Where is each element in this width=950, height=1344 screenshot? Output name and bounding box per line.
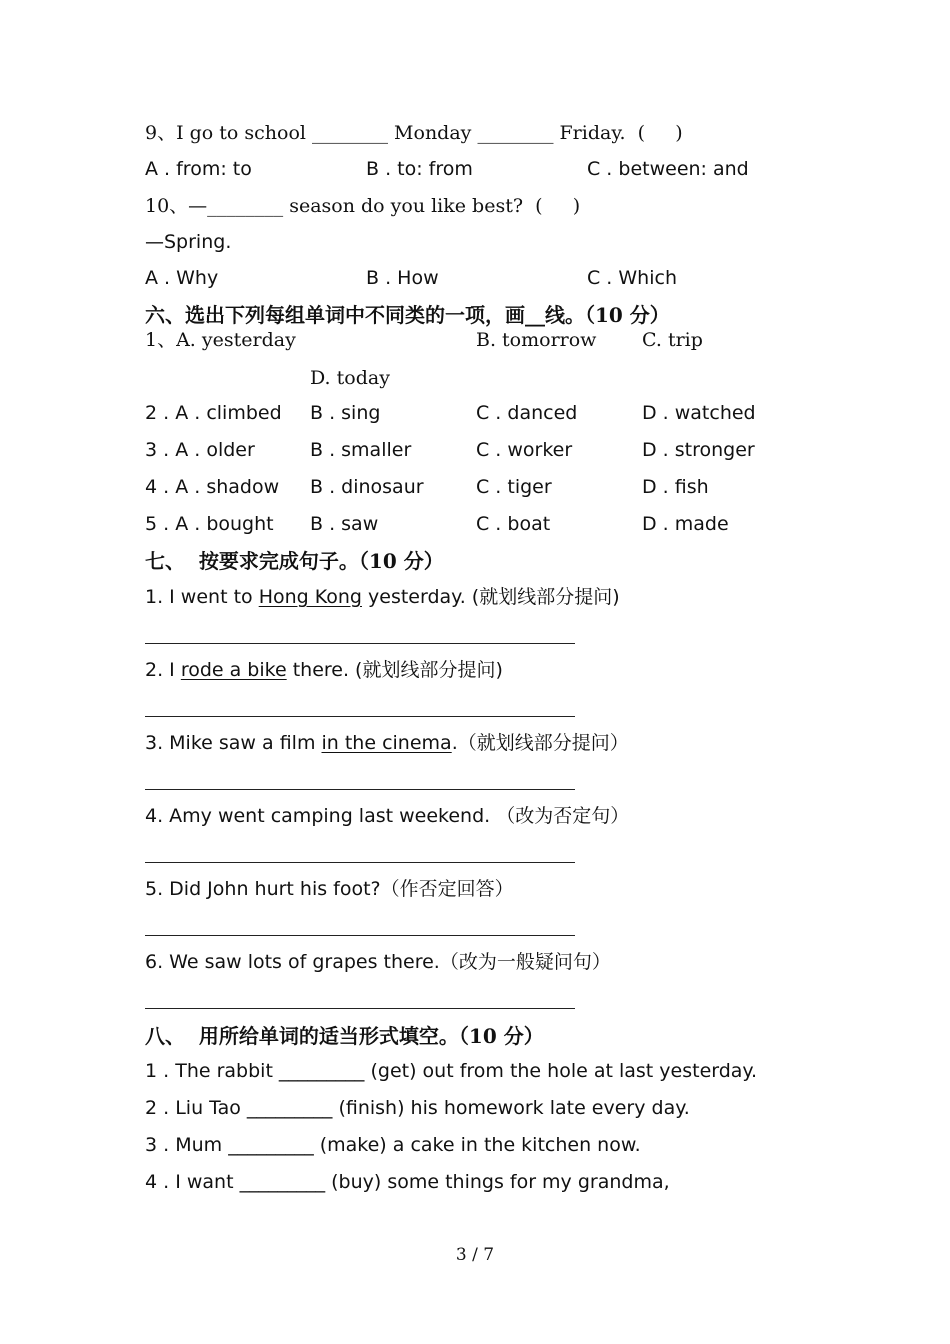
- section-7-item-1: [145, 588, 620, 607]
- answer-line[interactable]: [145, 862, 575, 863]
- section-6-option-d: D . fish: [642, 476, 709, 498]
- section-6-option-a: 4 . A . shadow: [145, 476, 280, 498]
- page-number: 3 / 7: [455, 1245, 495, 1265]
- question-10-answer-line: —Spring.: [145, 231, 232, 253]
- section-8-item-4: 4 . I want _________ (buy) some things for my grandma,: [145, 1171, 670, 1193]
- item-text: 1. I went to: [145, 586, 259, 608]
- section-6-option-a: 2 . A . climbed: [145, 402, 282, 424]
- item-text: .（就划线部分提问）: [451, 732, 629, 754]
- section-7-heading: 七、 按要求完成句子。（10 分）: [145, 549, 444, 573]
- answer-line[interactable]: [145, 643, 575, 644]
- section-6-row1-b: B. tomorrow: [476, 329, 597, 351]
- question-9-option-a: A . from: to: [145, 158, 252, 180]
- section-6-option-a: 3 . A . older: [145, 439, 255, 461]
- underlined-phrase: in the cinema: [321, 732, 452, 754]
- question-9-option-b: B . to: from: [366, 158, 473, 180]
- section-6-option-d: D . watched: [642, 402, 756, 424]
- section-6-option-c: C . worker: [476, 439, 573, 461]
- section-8-item-2: 2 . Liu Tao _________ (finish) his homework late every day.: [145, 1097, 690, 1119]
- section-8-item-3: 3 . Mum _________ (make) a cake in the kitchen now.: [145, 1134, 641, 1156]
- section-6-row1-c: C. trip: [642, 329, 703, 351]
- underlined-phrase: rode a bike: [180, 659, 287, 681]
- item-text: yesterday. (就划线部分提问): [361, 586, 620, 608]
- section-6-option-b: B . smaller: [310, 439, 412, 461]
- section-6-option-d: D . stronger: [642, 439, 755, 461]
- item-text: 2. I: [145, 659, 181, 681]
- underlined-phrase: Hong Kong: [258, 586, 362, 608]
- section-6-option-b: B . dinosaur: [310, 476, 424, 498]
- section-6-option-c: C . boat: [476, 513, 551, 535]
- question-10-stem: 10、—________ season do you like best? ( ): [145, 195, 581, 217]
- section-6-row1-d: D. today: [310, 367, 390, 389]
- answer-line[interactable]: [145, 1008, 575, 1009]
- section-6-row1-a: 1、A. yesterday: [145, 329, 296, 351]
- section-6-option-d: D . made: [642, 513, 729, 535]
- question-10-option-c: C . Which: [587, 267, 677, 289]
- section-8-item-1: 1 . The rabbit _________ (get) out from the hole at last yesterday.: [145, 1060, 758, 1082]
- answer-line[interactable]: [145, 789, 575, 790]
- section-6-option-b: B . sing: [310, 402, 381, 424]
- section-6-option-c: C . danced: [476, 402, 578, 424]
- question-9-stem: 9、I go to school ________ Monday ________ Friday. ( ): [145, 122, 683, 144]
- section-7-item-3: [145, 734, 629, 753]
- section-7-item-6: 6. We saw lots of grapes there.（改为一般疑问句）: [145, 951, 611, 973]
- item-text: there. (就划线部分提问): [286, 659, 503, 681]
- section-7-item-5: 5. Did John hurt his foot?（作否定回答）: [145, 878, 514, 900]
- section-6-option-c: C . tiger: [476, 476, 552, 498]
- section-7-item-2: [145, 661, 503, 680]
- section-6-option-b: B . saw: [310, 513, 379, 535]
- section-7-item-4: 4. Amy went camping last weekend. （改为否定句）: [145, 805, 630, 827]
- answer-line[interactable]: [145, 935, 575, 936]
- answer-line[interactable]: [145, 716, 575, 717]
- question-10-option-b: B . How: [366, 267, 439, 289]
- item-text: 3. Mike saw a film: [145, 732, 322, 754]
- question-9-option-c: C . between: and: [587, 158, 749, 180]
- question-10-option-a: A . Why: [145, 267, 219, 289]
- section-6-option-a: 5 . A . bought: [145, 513, 274, 535]
- section-6-heading: 六、选出下列每组单词中不同类的一项，画__线。（10 分）: [145, 303, 670, 327]
- section-8-heading: 八、 用所给单词的适当形式填空。（10 分）: [145, 1024, 544, 1048]
